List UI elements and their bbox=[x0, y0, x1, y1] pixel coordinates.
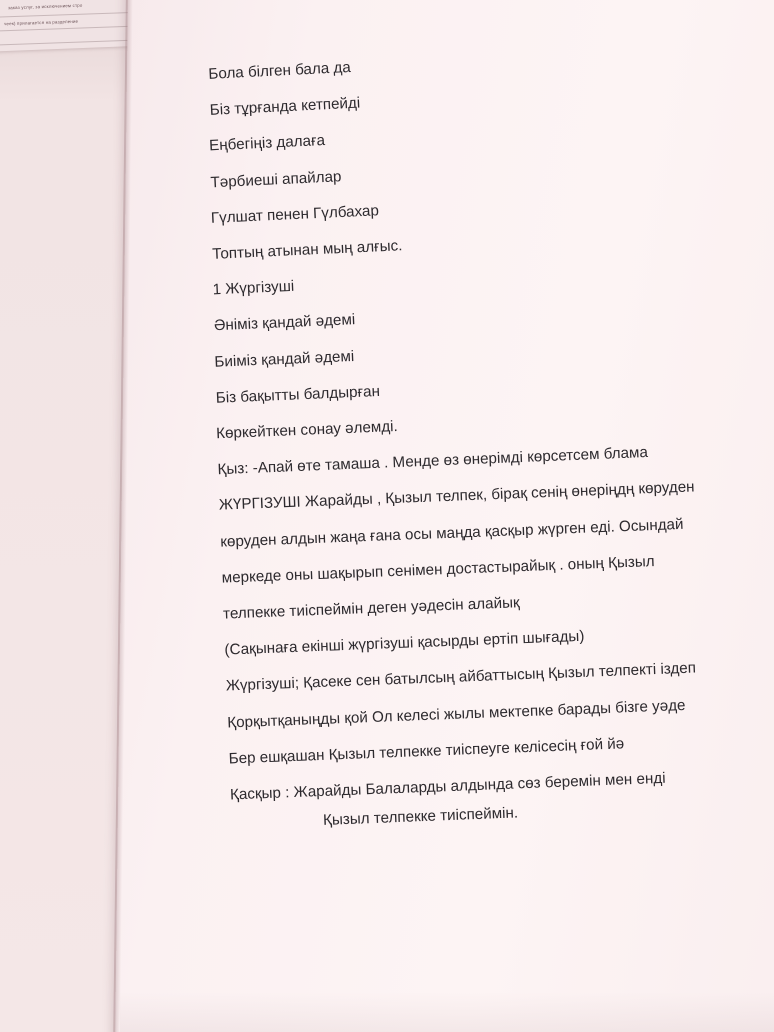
document-line: Қорқытқаныңды қой Ол келесі жылы мектепке барады бізге уәде bbox=[226, 696, 686, 732]
document-line: (Сақынаға екінші жүргізуші қасырды ертіп шығады) bbox=[224, 628, 585, 659]
document-line: Жүргізуші; Қасеке сен батылсың айбаттысың Қызыл телпекті іздеп bbox=[225, 659, 697, 695]
document-line: Биіміз қандай әдемі bbox=[214, 347, 355, 371]
document-line: Қасқыр : Жарайды Балаларды алдында сөз беремін мен енді bbox=[229, 769, 666, 804]
document-line: Бер ешқашан Қызыл телпекке тиіспеуге келісесің ғой йә bbox=[228, 735, 625, 768]
background-text-fragment: чеек) прилагается на разделение bbox=[3, 18, 79, 27]
document-line: Гүлшат пенен Гүлбахар bbox=[210, 202, 380, 227]
background-text-fragment: заказ услуг, за исключением стро bbox=[7, 2, 83, 11]
document-line: 1 Жүргізуші bbox=[212, 277, 295, 299]
document-text bbox=[202, 41, 774, 832]
document-line: телпекке тиіспеймін деген уәдесін алайық bbox=[222, 594, 520, 623]
document-line: Біз бақытты балдырған bbox=[215, 382, 381, 407]
document-line: меркеде оны шақырып сенімен достастырайық . оның Қызыл bbox=[221, 552, 655, 587]
document-line: Тәрбиеші апайлар bbox=[210, 167, 342, 191]
document-line: Қыз: -Апай өте тамаша . Менде өз өнерімді көрсетсем блама bbox=[217, 444, 649, 479]
document-line: Еңбегіңіз далаға bbox=[208, 132, 326, 155]
document-line: Әніміз қандай әдемі bbox=[213, 311, 356, 335]
document-line: Көркейткен сонау әлемді. bbox=[215, 417, 399, 443]
document-line: Қызыл телпекке тиіспеймін. bbox=[322, 804, 519, 830]
document-line: Бола білген бала да bbox=[208, 58, 352, 83]
document-line: Біз тұрғанда кетпейді bbox=[209, 94, 361, 120]
document-line: көруден алдын жаңа ғана осы маңда қасқыр жүрген еді. Осындай bbox=[220, 515, 684, 551]
document-line: Топтың атынан мың алғыс. bbox=[211, 237, 403, 263]
document-line: ЖҮРГІЗУШІ Жарайды , Қызыл телпек, бірақ сенің өнеріңдң көруден bbox=[218, 478, 695, 515]
